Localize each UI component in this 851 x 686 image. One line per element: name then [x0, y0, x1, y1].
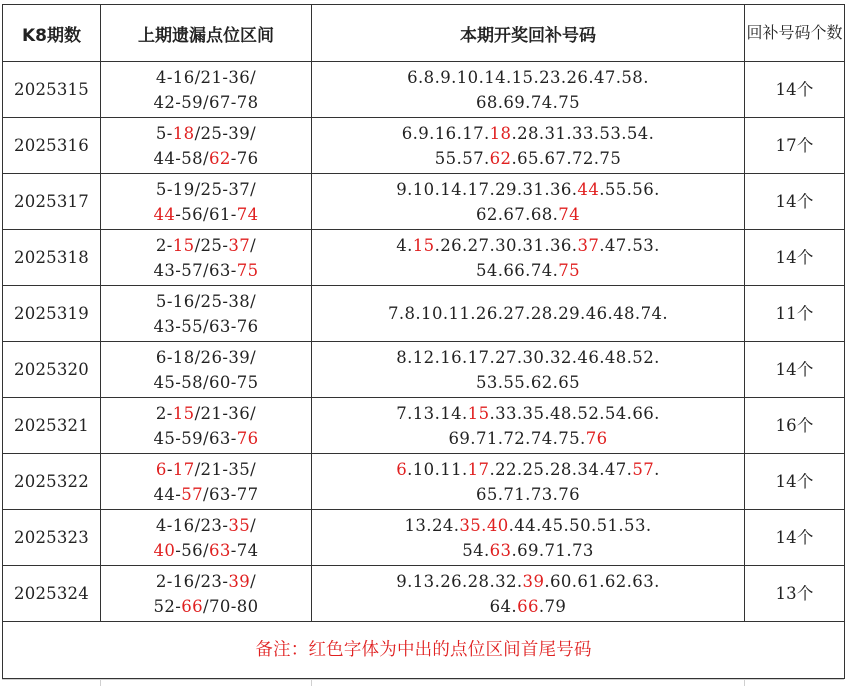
- period-cell: 2025315: [3, 62, 101, 118]
- count-cell: 14个: [745, 454, 845, 510]
- number-text: .: [654, 459, 660, 479]
- number-text: 4.: [396, 235, 413, 255]
- number-text: 5-: [155, 123, 173, 143]
- cell-line: [312, 146, 744, 171]
- number-text: 54.: [462, 540, 490, 560]
- number-text: 54.66.74.: [475, 260, 559, 280]
- highlighted-number: 75: [558, 260, 581, 280]
- number-text: 69.71.72.74.75.: [448, 428, 586, 448]
- number-text: 5-16/25-38/: [155, 291, 257, 311]
- period-cell: 2025320: [3, 342, 101, 398]
- zone-cell: [101, 566, 312, 622]
- number-text: -76: [230, 148, 259, 168]
- numbers-cell: [312, 62, 745, 118]
- number-text: .28.31.33.53.54.: [511, 123, 655, 143]
- table-row: [3, 566, 845, 622]
- cell-line: [101, 202, 311, 227]
- count-cell: 14个: [745, 62, 845, 118]
- number-text: -56/61-: [175, 204, 237, 224]
- cell-line: [312, 345, 744, 370]
- cell-line: [101, 457, 311, 482]
- count-cell: 11个: [745, 286, 845, 342]
- highlighted-number: 74: [236, 204, 259, 224]
- number-text: .69.71.73: [511, 540, 594, 560]
- header-count: 回补号码个数: [745, 5, 845, 62]
- number-text: /25-: [194, 235, 229, 255]
- number-text: /: [250, 515, 257, 535]
- highlighted-number: 18: [172, 123, 195, 143]
- numbers-cell: [312, 174, 745, 230]
- highlighted-number: 35: [228, 515, 251, 535]
- cell-line: [312, 457, 744, 482]
- highlighted-number: 17: [467, 459, 490, 479]
- number-text: 68.69.74.75: [475, 92, 581, 112]
- table-body: [3, 62, 845, 622]
- cell-line: [312, 569, 744, 594]
- cell-line: [101, 121, 311, 146]
- numbers-cell: [312, 398, 745, 454]
- cell-line: [312, 121, 744, 146]
- number-text: 8.12.16.17.27.30.32.46.48.52.: [396, 347, 660, 367]
- cell-line: [101, 370, 311, 395]
- highlighted-number: 44: [577, 179, 600, 199]
- cell-line: [101, 314, 311, 339]
- cell-line: [312, 233, 744, 258]
- zone-cell: [101, 398, 312, 454]
- number-text: 64.: [489, 596, 518, 616]
- number-text: -74: [230, 540, 259, 560]
- cell-line: [101, 538, 311, 563]
- period-cell: 2025316: [3, 118, 101, 174]
- header-period: K8期数: [3, 5, 101, 62]
- zone-cell: [101, 342, 312, 398]
- number-text: 45-59/63-: [153, 428, 237, 448]
- number-text: 7.13.14.: [396, 403, 468, 423]
- zone-cell: [101, 230, 312, 286]
- cell-line: [101, 289, 311, 314]
- cell-line: [101, 594, 311, 619]
- period-cell: 2025322: [3, 454, 101, 510]
- cell-line: [312, 177, 744, 202]
- cell-line: [312, 538, 744, 563]
- numbers-cell: [312, 286, 745, 342]
- number-text: 44-: [153, 484, 182, 504]
- note-row: [3, 622, 845, 679]
- numbers-cell: [312, 510, 745, 566]
- cell-line: [101, 177, 311, 202]
- number-text: .65.67.72.75: [511, 148, 622, 168]
- highlighted-number: 62: [208, 148, 231, 168]
- highlighted-number: 75: [236, 260, 259, 280]
- highlighted-number: 15: [412, 235, 435, 255]
- table-row: [3, 230, 845, 286]
- number-text: /25-39/: [194, 123, 257, 143]
- number-text: 44-58/: [153, 148, 209, 168]
- cell-line: [101, 569, 311, 594]
- cell-line: [101, 65, 311, 90]
- table-row: [3, 174, 845, 230]
- cell-line: [101, 345, 311, 370]
- period-cell: 2025324: [3, 566, 101, 622]
- cell-line: [101, 233, 311, 258]
- count-cell: 14个: [745, 230, 845, 286]
- highlighted-number: 15: [172, 235, 195, 255]
- count-cell: 14个: [745, 174, 845, 230]
- cell-line: [101, 258, 311, 283]
- number-text: 2-: [155, 403, 173, 423]
- cell-line: [312, 90, 744, 115]
- number-text: .55.56.: [599, 179, 660, 199]
- period-cell: 2025318: [3, 230, 101, 286]
- number-text: 9.13.26.28.32.: [396, 571, 523, 591]
- highlighted-number: 6: [396, 459, 408, 479]
- period-cell: 2025321: [3, 398, 101, 454]
- number-text: 45-58/60-75: [153, 372, 259, 392]
- number-text: 42-59/67-78: [153, 92, 259, 112]
- zone-cell: [101, 118, 312, 174]
- numbers-cell: [312, 118, 745, 174]
- highlighted-number: 76: [236, 428, 259, 448]
- note-text: 备注：红色字体为中出的点位区间首尾号码: [3, 622, 845, 679]
- highlighted-number: 6: [155, 459, 167, 479]
- number-text: /70-80: [203, 596, 259, 616]
- count-cell: 14个: [745, 342, 845, 398]
- number-text: 6-18/26-39/: [155, 347, 257, 367]
- lottery-table: [2, 4, 845, 679]
- number-text: 4-16/21-36/: [155, 67, 257, 87]
- numbers-cell: [312, 566, 745, 622]
- highlighted-number: 15: [172, 403, 195, 423]
- zone-cell: [101, 454, 312, 510]
- number-text: 6.8.9.10.14.15.23.26.47.58.: [407, 67, 649, 87]
- numbers-cell: [312, 342, 745, 398]
- highlighted-number: 37: [228, 235, 251, 255]
- cell-line: [101, 146, 311, 171]
- highlighted-number: 62: [489, 148, 512, 168]
- cell-line: [101, 482, 311, 507]
- highlighted-number: 39: [228, 571, 251, 591]
- highlighted-number: 40: [153, 540, 176, 560]
- highlighted-number: 39: [522, 571, 545, 591]
- cell-line: [312, 370, 744, 395]
- number-text: 62.67.68.: [475, 204, 559, 224]
- cell-line: [312, 301, 744, 326]
- cell-line: [312, 202, 744, 227]
- count-cell: 17个: [745, 118, 845, 174]
- header-zone: 上期遗漏点位区间: [101, 5, 312, 62]
- highlighted-number: 63: [208, 540, 231, 560]
- number-text: 4-16/23-: [155, 515, 229, 535]
- numbers-cell: [312, 454, 745, 510]
- number-text: .26.27.30.31.36.: [434, 235, 578, 255]
- number-text: /21-36/: [194, 403, 257, 423]
- highlighted-number: 18: [489, 123, 512, 143]
- number-text: 13.24.: [404, 515, 460, 535]
- table-row: [3, 454, 845, 510]
- cell-line: [312, 65, 744, 90]
- number-text: 43-57/63-: [153, 260, 237, 280]
- cell-line: [312, 513, 744, 538]
- number-text: .60.61.62.63.: [544, 571, 660, 591]
- number-text: 65.71.73.76: [475, 484, 581, 504]
- cell-line: [101, 426, 311, 451]
- number-text: 53.55.62.65: [475, 372, 581, 392]
- count-cell: 13个: [745, 566, 845, 622]
- highlighted-number: 35.40: [459, 515, 509, 535]
- highlighted-number: 74: [558, 204, 581, 224]
- cell-line: [312, 482, 744, 507]
- number-text: .33.35.48.52.54.66.: [489, 403, 660, 423]
- number-text: /: [250, 571, 257, 591]
- number-text: /21-35/: [194, 459, 257, 479]
- highlighted-number: 15: [467, 403, 490, 423]
- number-text: -: [166, 459, 173, 479]
- highlighted-number: 66: [181, 596, 204, 616]
- zone-cell: [101, 510, 312, 566]
- highlighted-number: 57: [632, 459, 655, 479]
- period-cell: 2025319: [3, 286, 101, 342]
- number-text: /63-77: [203, 484, 259, 504]
- highlighted-number: 37: [577, 235, 600, 255]
- table-row: [3, 342, 845, 398]
- number-text: 52-: [153, 596, 182, 616]
- cell-line: [101, 513, 311, 538]
- count-cell: 16个: [745, 398, 845, 454]
- period-cell: 2025323: [3, 510, 101, 566]
- number-text: .10.11.: [407, 459, 468, 479]
- cell-line: [101, 90, 311, 115]
- cell-line: [312, 426, 744, 451]
- table-row: [3, 398, 845, 454]
- number-text: /: [250, 235, 257, 255]
- number-text: 2-: [155, 235, 173, 255]
- cell-line: [101, 401, 311, 426]
- number-text: 5-19/25-37/: [155, 179, 257, 199]
- number-text: 55.57.: [434, 148, 490, 168]
- header-numbers: 本期开奖回补号码: [312, 5, 745, 62]
- number-text: .22.25.28.34.47.: [489, 459, 633, 479]
- cell-line: [312, 258, 744, 283]
- number-text: .47.53.: [599, 235, 660, 255]
- header-row: [3, 5, 845, 62]
- highlighted-number: 66: [517, 596, 539, 616]
- cell-line: [312, 594, 744, 619]
- number-text: -56/: [175, 540, 209, 560]
- count-cell: 14个: [745, 510, 845, 566]
- highlighted-number: 17: [172, 459, 195, 479]
- zone-cell: [101, 286, 312, 342]
- zone-cell: [101, 62, 312, 118]
- number-text: 43-55/63-76: [153, 316, 259, 336]
- table-row: [3, 62, 845, 118]
- numbers-cell: [312, 230, 745, 286]
- number-text: .79: [538, 596, 567, 616]
- highlighted-number: 76: [585, 428, 608, 448]
- highlighted-number: 44: [153, 204, 176, 224]
- table-row: [3, 510, 845, 566]
- zone-cell: [101, 174, 312, 230]
- highlighted-number: 63: [489, 540, 512, 560]
- highlighted-number: 57: [181, 484, 204, 504]
- number-text: 6.9.16.17.: [401, 123, 490, 143]
- number-text: .44.45.50.51.53.: [508, 515, 652, 535]
- number-text: 2-16/23-: [155, 571, 229, 591]
- period-cell: 2025317: [3, 174, 101, 230]
- table-row: [3, 118, 845, 174]
- table-row: [3, 286, 845, 342]
- cell-line: [312, 401, 744, 426]
- number-text: 9.10.14.17.29.31.36.: [396, 179, 578, 199]
- number-text: 7.8.10.11.26.27.28.29.46.48.74.: [387, 304, 669, 323]
